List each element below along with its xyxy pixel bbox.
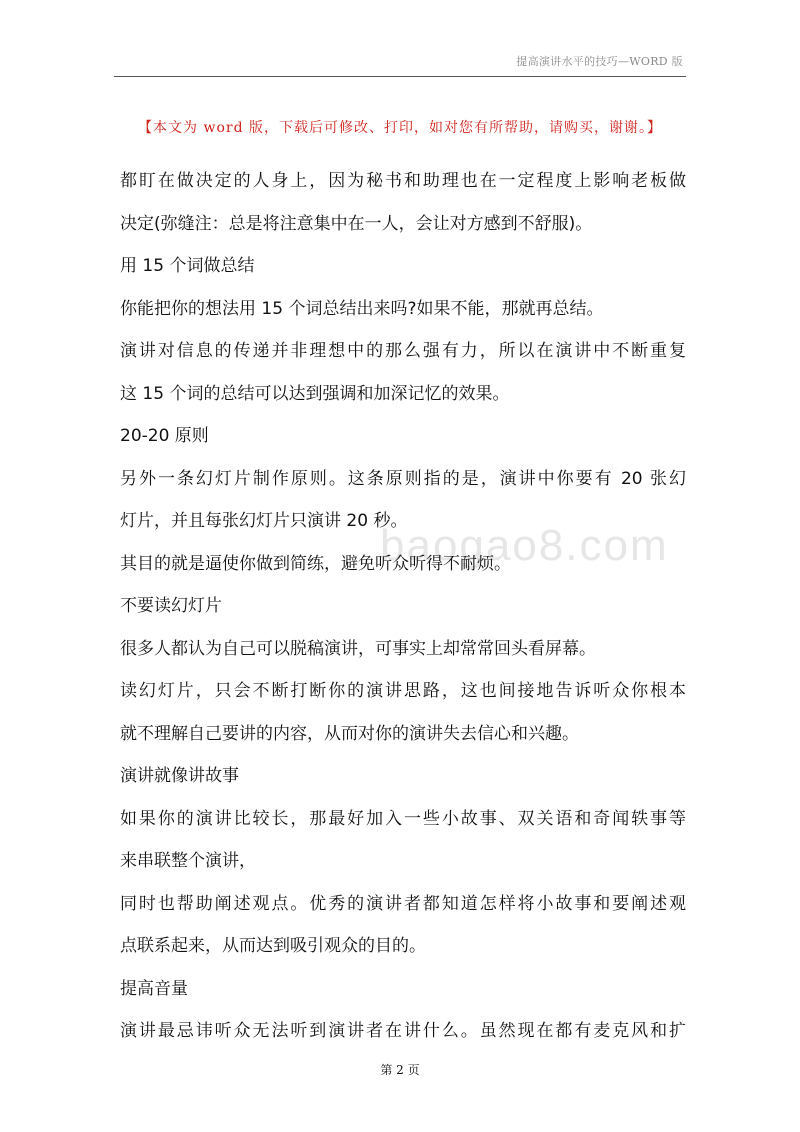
- text-line: 其目的就是逼使你做到简练，避免听众听得不耐烦。: [120, 553, 511, 574]
- running-header: 提高演讲水平的技巧—WORD 版: [516, 55, 683, 68]
- section-heading: 20-20 原则: [120, 426, 209, 446]
- purchase-notice: 【本文为 word 版，下载后可修改、打印，如对您有所帮助，请购买，谢谢。】: [138, 120, 662, 136]
- text-line: 读幻灯片，只会不断打断你的演讲思路，这也间接地告诉听众你根本: [120, 681, 686, 701]
- text-line: 决定(弥缝注：总是将注意集中在一人，会让对方感到不舒服)。: [120, 213, 593, 234]
- page-number: 第 2 页: [380, 1063, 420, 1077]
- text-line: 演讲对信息的传递并非理想中的那么强有力，所以在演讲中不断重复: [120, 341, 686, 361]
- text-line: 你能把你的想法用 15 个词总结出来吗?如果不能，那就再总结。: [120, 298, 604, 319]
- text-line: 演讲最忌讳听众无法听到演讲者在讲什么。虽然现在都有麦克风和扩: [120, 1021, 686, 1041]
- section-heading: 不要读幻灯片: [120, 596, 222, 616]
- section-heading: 演讲就像讲故事: [120, 766, 239, 786]
- body-text: [120, 160, 686, 1053]
- watermark-text: baogao8.com: [380, 521, 669, 570]
- text-line: 如果你的演讲比较长，那最好加入一些小故事、双关语和奇闻轶事等: [120, 808, 686, 829]
- text-line: 就不理解自己要讲的内容，从而对你的演讲失去信心和兴趣。: [120, 723, 579, 744]
- text-line: 这 15 个词的总结可以达到强调和加深记忆的效果。: [120, 383, 510, 404]
- text-line: 点联系起来，从而达到吸引观众的目的。: [120, 936, 426, 956]
- text-line: 同时也帮助阐述观点。优秀的演讲者都知道怎样将小故事和要阐述观: [120, 893, 686, 914]
- section-heading: 用 15 个词做总结: [120, 256, 255, 276]
- text-line: 另外一条幻灯片制作原则。这条原则指的是，演讲中你要有 20 张幻: [120, 468, 686, 489]
- text-line: 来串联整个演讲，: [120, 851, 256, 871]
- text-line: 灯片，并且每张幻灯片只演讲 20 秒。: [120, 511, 408, 531]
- text-line: 都盯在做决定的人身上，因为秘书和助理也在一定程度上影响老板做: [120, 171, 686, 191]
- section-heading: 提高音量: [120, 978, 188, 999]
- header-divider: [114, 76, 686, 77]
- text-line: 很多人都认为自己可以脱稿演讲，可事实上却常常回头看屏幕。: [120, 638, 596, 659]
